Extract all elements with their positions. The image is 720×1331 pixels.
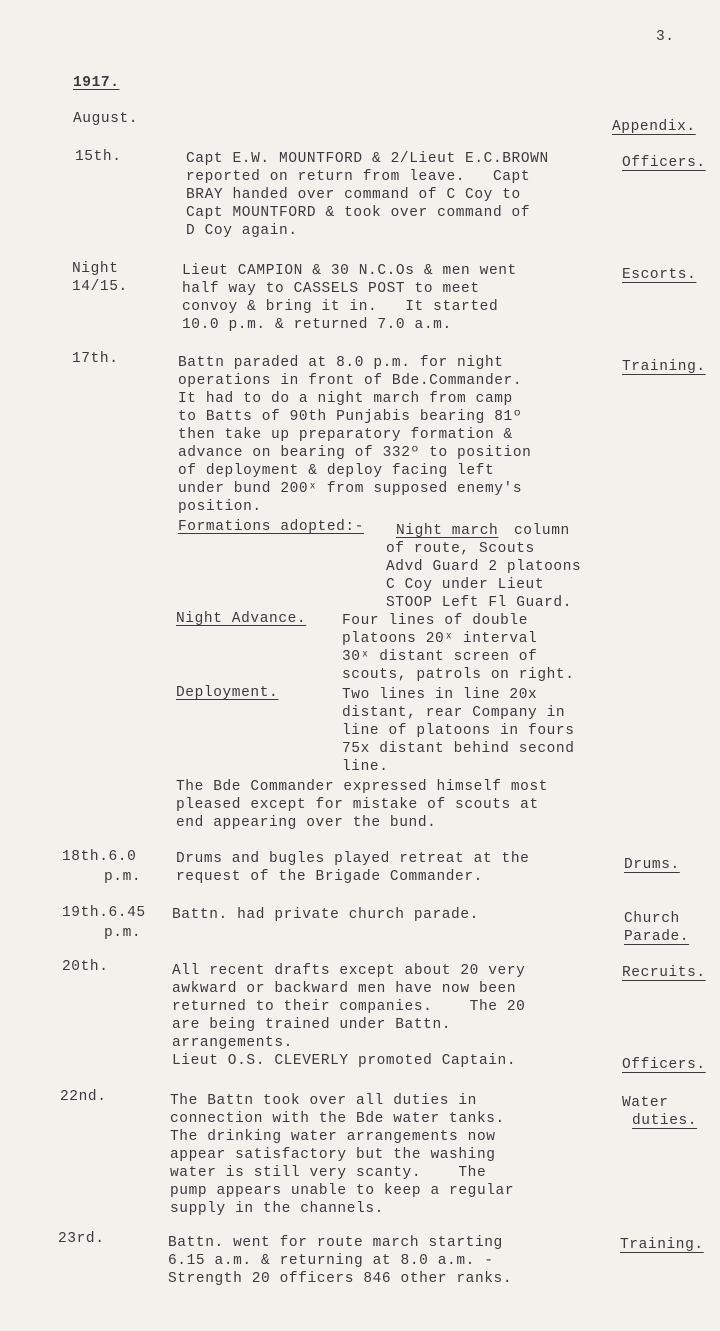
entry-date: 19th.6.45 — [62, 905, 146, 921]
text-line: awkward or backward men have now been — [172, 981, 517, 997]
text-line: The Battn took over all duties in — [170, 1093, 477, 1109]
night-advance-text — [342, 612, 575, 684]
appendix-note: Parade. — [624, 929, 690, 945]
text-line: to Batts of 90th Punjabis bearing 81º — [178, 409, 523, 425]
text-line: returned to their companies. The 20 — [172, 999, 526, 1015]
text-line: then take up preparatory formation & — [178, 427, 513, 443]
text-line: The drinking water arrangements now — [170, 1129, 496, 1145]
night-advance-label: Night Advance. — [176, 611, 307, 627]
deployment-label: Deployment. — [176, 685, 279, 701]
text-line: column — [514, 523, 570, 539]
appendix-note: Water — [622, 1095, 669, 1111]
entry-date: 18th.6.0 — [62, 849, 137, 865]
text-line: The Bde Commander expressed himself most — [176, 779, 549, 795]
text-line: pump appears unable to keep a regular — [170, 1183, 515, 1199]
appendix-note: Training. — [620, 1237, 704, 1253]
text-line: are being trained under Battn. — [172, 1017, 452, 1033]
text-line: of deployment & deploy facing left — [178, 463, 495, 479]
text-line: Capt E.W. MOUNTFORD & 2/Lieut E.C.BROWN — [186, 151, 549, 167]
text-line: STOOP Left Fl Guard. — [386, 595, 573, 611]
page-number: 3. — [656, 29, 675, 45]
text-line: advance on bearing of 332º to position — [178, 445, 532, 461]
text-line: Two lines in line 20x — [342, 687, 538, 703]
entry-text — [170, 1092, 514, 1218]
entry-closing-text — [176, 778, 548, 832]
text-line: It had to do a night march from camp — [178, 391, 513, 407]
text-line: reported on return from leave. Capt — [186, 169, 531, 185]
text-line: Four lines of double — [342, 613, 529, 629]
text-line: 10.0 p.m. & returned 7.0 a.m. — [182, 317, 452, 333]
text-line: distant, rear Company in — [342, 705, 566, 721]
entry-text — [178, 354, 531, 516]
entry-date: 14/15. — [72, 279, 128, 295]
text-line: BRAY handed over command of C Coy to — [186, 187, 521, 203]
entry-date: 20th. — [62, 959, 109, 975]
text-line: Battn. went for route march starting — [168, 1235, 503, 1251]
entry-text — [186, 150, 549, 240]
entry-date: 15th. — [75, 149, 122, 165]
text-line: convoy & bring it in. It started — [182, 299, 499, 315]
entry-text — [176, 850, 529, 886]
text-line: Battn. had private church parade. — [172, 907, 479, 923]
text-line: Drums and bugles played retreat at the — [176, 851, 530, 867]
text-line: position. — [178, 499, 262, 515]
appendix-note: Drums. — [624, 857, 680, 873]
text-line: scouts, patrols on right. — [342, 667, 575, 683]
text-line: appear satisfactory but the washing — [170, 1147, 496, 1163]
text-line: Lieut CAMPION & 30 N.C.Os & men went — [182, 263, 517, 279]
appendix-note: Escorts. — [622, 267, 697, 283]
text-line: line. — [342, 759, 389, 775]
appendix-note: Recruits. — [622, 965, 706, 981]
appendix-note: Training. — [622, 359, 706, 375]
entry-text — [182, 262, 517, 334]
entry-date: p.m. — [104, 925, 142, 941]
deployment-text — [342, 686, 575, 776]
formations-label: Formations adopted:- — [178, 519, 365, 535]
entry-date: 17th. — [72, 351, 119, 367]
text-line: half way to CASSELS POST to meet — [182, 281, 480, 297]
entry-date: Night — [72, 261, 119, 277]
month-heading: August. — [73, 111, 139, 127]
text-line: pleased except for mistake of scouts at — [176, 797, 539, 813]
appendix-note: Officers. — [622, 155, 706, 171]
entry-date: 23rd. — [58, 1231, 105, 1247]
text-line: Strength 20 officers 846 other ranks. — [168, 1271, 513, 1287]
appendix-note: Officers. — [622, 1057, 706, 1073]
text-line: Advd Guard 2 platoons — [386, 559, 582, 575]
text-line: 6.15 a.m. & returning at 8.0 a.m. - — [168, 1253, 494, 1269]
entry-date: p.m. — [104, 869, 142, 885]
entry-date: 22nd. — [60, 1089, 107, 1105]
text-line: line of platoons in fours — [342, 723, 575, 739]
text-line: Battn paraded at 8.0 p.m. for night — [178, 355, 504, 371]
text-line: connection with the Bde water tanks. — [170, 1111, 505, 1127]
text-line: end appearing over the bund. — [176, 815, 437, 831]
text-line: request of the Brigade Commander. — [176, 869, 483, 885]
appendix-note: duties. — [632, 1113, 698, 1129]
text-line: arrangements. — [172, 1035, 293, 1051]
text-line: water is still very scanty. The — [170, 1165, 487, 1181]
entry-text — [168, 1234, 512, 1288]
text-line: operations in front of Bde.Commander. — [178, 373, 523, 389]
text-line: under bund 200ˣ from supposed enemy's — [178, 481, 523, 497]
text-line: 75x distant behind second — [342, 741, 575, 757]
year-heading: 1917. — [73, 75, 120, 91]
text-line: platoons 20ˣ interval — [342, 631, 538, 647]
night-march-label: Night march — [396, 523, 499, 539]
text-line: C Coy under Lieut — [386, 577, 545, 593]
text-line: of route, Scouts — [386, 541, 535, 557]
entry-text — [172, 962, 525, 1070]
text-line: D Coy again. — [186, 223, 298, 239]
appendix-header: Appendix. — [612, 119, 696, 135]
text-line: 30ˣ distant screen of — [342, 649, 538, 665]
text-line: supply in the channels. — [170, 1201, 384, 1217]
text-line: Lieut O.S. CLEVERLY promoted Captain. — [172, 1053, 517, 1069]
text-line: Capt MOUNTFORD & took over command of — [186, 205, 531, 221]
text-line: All recent drafts except about 20 very — [172, 963, 526, 979]
night-march-text — [386, 540, 581, 612]
appendix-note: Church — [624, 911, 680, 927]
